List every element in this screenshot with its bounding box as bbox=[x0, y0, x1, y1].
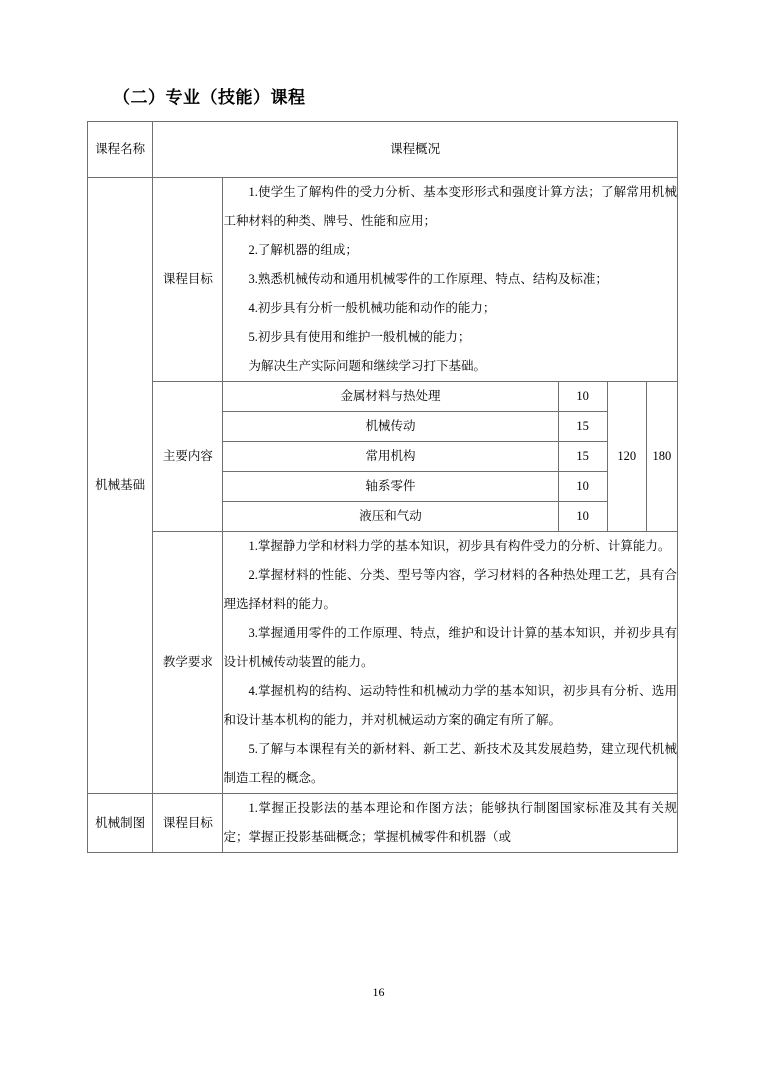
course-overview-table bbox=[87, 121, 678, 853]
content-topic: 金属材料与热处理 bbox=[223, 382, 558, 412]
aspect-label-main-content: 主要内容 bbox=[153, 382, 223, 532]
content-hours: 15 bbox=[558, 412, 607, 442]
section-title: （二）专业（技能）课程 bbox=[113, 88, 306, 107]
content-hours: 15 bbox=[558, 442, 607, 472]
aspect-label-teaching-requirements: 教学要求 bbox=[153, 532, 223, 794]
objective-item: 3.熟悉机械传动和通用机械零件的工作原理、特点、结构及标准； bbox=[248, 272, 608, 286]
content-topic: 液压和气动 bbox=[223, 502, 558, 532]
content-hours: 10 bbox=[558, 502, 607, 532]
requirement-item: 1.掌握静力学和材料力学的基本知识，初步具有构件受力的分析、计算能力。 bbox=[248, 539, 671, 553]
aspect-label-objectives: 课程目标 bbox=[153, 794, 223, 853]
aspect-label-objectives: 课程目标 bbox=[153, 178, 223, 382]
objective-item: 5.初步具有使用和维护一般机械的能力； bbox=[248, 330, 471, 344]
table-row bbox=[88, 794, 678, 853]
content-topic: 常用机构 bbox=[223, 442, 558, 472]
course-name-jixiezhitu: 机械制图 bbox=[88, 794, 153, 853]
objective-item: 1.掌握正投影法的基本理论和作图方法；能够执行制图国家标准及其有关规定；掌握正投影基础概念；掌握机械零件和机器（或 bbox=[223, 801, 677, 844]
page-number: 16 bbox=[372, 985, 385, 999]
content-topic: 机械传动 bbox=[223, 412, 558, 442]
requirements-body bbox=[223, 532, 678, 794]
table-row bbox=[88, 532, 678, 794]
requirement-item: 5.了解与本课程有关的新材料、新工艺、新技术及其发展趋势，建立现代机械制造工程的概念。 bbox=[223, 742, 677, 785]
table-row bbox=[88, 178, 678, 382]
objective-item: 2.了解机器的组成； bbox=[248, 243, 358, 257]
objective-item: 4.初步具有分析一般机械功能和动作的能力； bbox=[248, 301, 496, 315]
total-hours: 180 bbox=[646, 382, 677, 532]
header-course-overview: 课程概况 bbox=[153, 122, 678, 178]
table-header-row bbox=[88, 122, 678, 178]
content-hours: 10 bbox=[558, 382, 607, 412]
content-hours: 10 bbox=[558, 472, 607, 502]
objective-item: 为解决生产实际问题和继续学习打下基础。 bbox=[248, 359, 486, 373]
table-row bbox=[88, 382, 678, 412]
objectives-body-partial bbox=[223, 794, 678, 853]
course-name-jixiejichu: 机械基础 bbox=[88, 178, 153, 794]
requirement-item: 4.掌握机构的结构、运动特性和机械动力学的基本知识，初步具有分析、选用和设计基本机构的能力，并对机械运动方案的确定有所了解。 bbox=[223, 684, 677, 727]
requirement-item: 2.掌握材料的性能、分类、型号等内容，学习材料的各种热处理工艺，具有合理选择材料的能力。 bbox=[223, 568, 677, 611]
subtotal-hours: 120 bbox=[607, 382, 646, 532]
header-course-name: 课程名称 bbox=[88, 122, 153, 178]
requirement-item: 3.掌握通用零件的工作原理、特点，维护和设计计算的基本知识，并初步具有设计机械传动装置的能力。 bbox=[223, 626, 677, 669]
objectives-body bbox=[223, 178, 678, 382]
content-topic: 轴系零件 bbox=[223, 472, 558, 502]
objective-item: 1.使学生了解构件的受力分析、基本变形形式和强度计算方法；了解常用机械工种材料的种类、牌号、性能和应用； bbox=[223, 185, 677, 228]
